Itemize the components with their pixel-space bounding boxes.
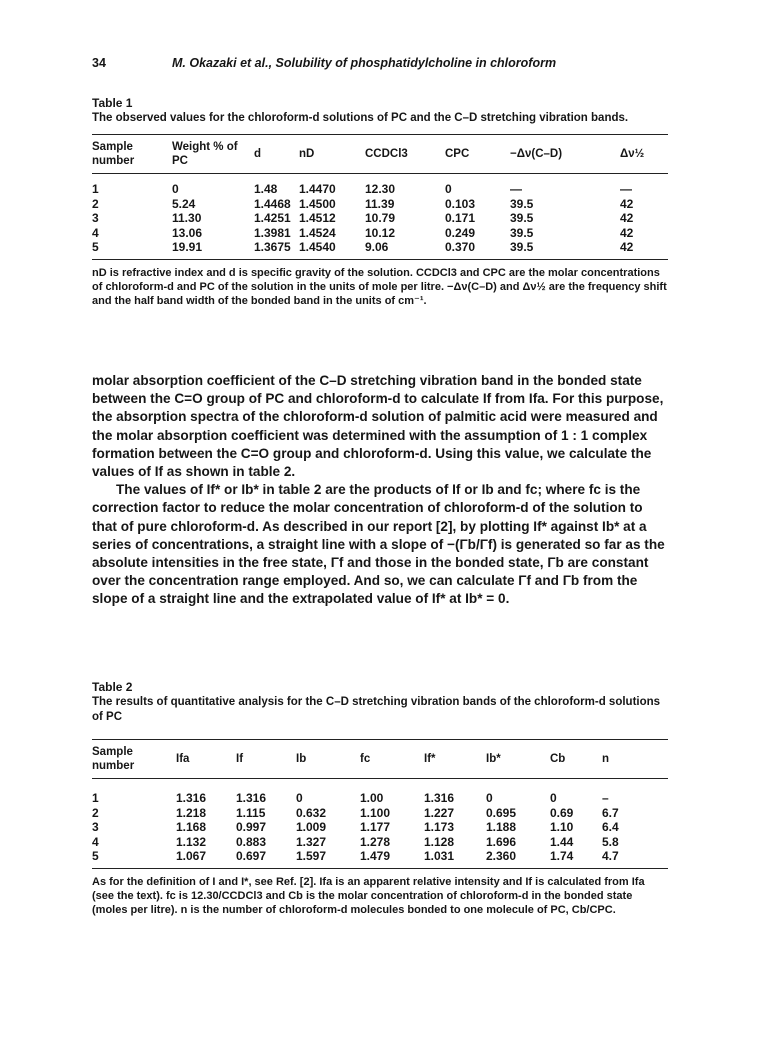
table-cell: 42 [620,211,634,225]
table-cell: — [510,182,522,196]
column-header: nD [299,148,315,160]
table-cell: 1.4540 [299,240,336,254]
table-cell: 3 [92,820,99,834]
table-cell: 4 [92,225,99,240]
table-cell: 5.8 [602,834,619,849]
table-cell: 1.132 [176,834,207,849]
table-1-label: Table 1 [92,96,133,110]
table-cell: 4.7 [602,849,619,863]
table-1-header [92,135,668,174]
table-1-body [92,174,668,255]
column-header: n [602,753,610,765]
table-cell: 0.370 [445,240,476,254]
table-cell: 12.30 [365,182,396,196]
table-2-caption: The results of quantitative analysis for the C–D stretching vibration bands of the chloroform-d solutions of PC [92,696,661,723]
table-row [92,779,668,806]
table-cell: 1.00 [360,791,384,805]
column-header: CCDCl3 [365,148,408,160]
table-cell: 5 [92,849,99,863]
column-header: Sample number [92,141,135,167]
column-header: Ib [296,753,307,765]
column-header: Ib* [486,753,501,765]
table-cell: 1.188 [486,820,517,834]
table-cell: 2 [92,196,99,211]
column-header: Cb [550,753,566,765]
column-header: fc [360,753,371,765]
table-cell: 1.115 [236,805,266,820]
table-cell: 10.79 [365,211,396,225]
table-cell: 0 [172,182,179,196]
table-cell: 9.06 [365,240,389,254]
table-row [92,820,668,835]
table-cell: 39.5 [510,196,534,211]
table-cell: 6.4 [602,820,619,834]
table-cell: 1.009 [296,820,327,834]
table-row [92,226,668,241]
table-cell: 1 [92,182,99,196]
table-cell: 39.5 [510,211,534,225]
table-cell: 0.695 [486,805,517,820]
table-cell: — [620,182,632,196]
table-cell: 0 [296,791,303,805]
table-cell: 19.91 [172,240,203,254]
table-cell: 0.103 [445,196,476,211]
table-cell: 1.067 [176,849,207,863]
table-cell: 42 [620,196,634,211]
table-2-block [92,680,668,917]
table-cell: 11.30 [172,211,202,225]
table-1-caption: The observed values for the chloroform-d solutions of PC and the C–D stretching vibration bands. [92,112,629,124]
table-cell: 1.4524 [299,225,336,240]
table-cell: 1.316 [176,791,207,805]
table-cell: 1.278 [360,834,391,849]
table-2-header [92,740,668,779]
column-header: CPC [445,148,470,160]
table-cell: 1.10 [550,820,574,834]
table-cell: 42 [620,240,634,254]
column-header: Weight % of PC [172,141,238,167]
table-1-footnote: nD is refractive index and d is specific gravity of the solution. CCDCl3 and CPC are the molar concentrations of chloroform-d and PC of the solution in the units of mole per litre. −Δν(C–D) and Δν½ are the frequency shift and the half band width of the bonded band in the units of cm⁻¹. [92,266,667,307]
table-cell: 0 [445,182,452,196]
table-cell: 1.316 [424,791,455,805]
table-cell: 4 [92,834,99,849]
table-cell: 1.74 [550,849,574,863]
table-cell: 1.3675 [254,240,291,254]
table-1-block [92,96,668,308]
table-cell: 1.227 [424,805,455,820]
table-cell: 39.5 [510,240,534,254]
table-cell: 1.479 [360,849,391,863]
table-cell: 1.031 [424,849,455,863]
table-2-label: Table 2 [92,680,133,694]
table-row [92,174,668,197]
table-cell: 42 [620,225,634,240]
table-cell: 1.3981 [254,225,291,240]
table-cell: 1.100 [360,805,391,820]
column-header: If* [424,753,436,765]
column-header: If [236,753,244,765]
table-cell: – [602,791,609,805]
table-cell: 5 [92,240,99,254]
table-cell: 1.4512 [299,211,336,225]
table-cell: 1.48 [254,182,278,196]
table-cell: 0.883 [236,834,267,849]
table-cell: 6.7 [602,805,619,820]
table-cell: 1.4251 [254,211,291,225]
table-2-body [92,779,668,864]
table-cell: 0.632 [296,805,327,820]
table-cell: 1.4470 [299,182,336,196]
table-cell: 0.69 [550,805,574,820]
table-row [92,849,668,864]
table-cell: 13.06 [172,225,203,240]
table-cell: 1.597 [296,849,327,863]
page-number: 34 [92,56,106,70]
column-header: −Δν(C–D) [510,148,563,160]
table-cell: 1.4500 [299,196,336,211]
table-cell: 0.997 [236,820,267,834]
table-cell: 0.171 [445,211,476,225]
table-cell: 2 [92,805,99,820]
table-cell: 0.249 [445,225,476,240]
body-text [92,372,668,609]
table-cell: 10.12 [365,225,396,240]
table-cell: 1.327 [296,834,327,849]
table-2-footnote: As for the definition of I and I*, see Ref. [2]. Ifa is an apparent relative intensity and If is calculated from Ifa (see the text). fc is 12.30/CCDCl3 and Cb is the molar concentration of chloroform-d in the bonded state (moles per litre). n is the number of chloroform-d molecules bonded to one molecule of PC, Cb/CPC. [92,875,645,916]
table-row [92,211,668,226]
table-1 [92,134,668,255]
column-header: Δν½ [620,148,645,160]
table-cell: 1.128 [424,834,455,849]
column-header: Sample number [92,746,135,772]
table-cell: 1.4468 [254,196,291,211]
table-cell: 2.360 [486,849,517,863]
table-cell: 1.316 [236,791,267,805]
table-row [92,197,668,212]
table-cell: 1.44 [550,834,574,849]
column-header: d [254,148,262,160]
table-cell: 0 [486,791,493,805]
table-row [92,806,668,821]
table-2 [92,739,668,864]
table-row [92,835,668,850]
table-cell: 1.177 [360,820,391,834]
column-header: Ifa [176,753,190,765]
table-cell: 1.696 [486,834,517,849]
paragraph-2: The values of If* or Ib* in table 2 are the products of If or Ib and fc; where fc is the correction factor to reduce the molar concentration of chloroform-d of the solution to that of pure chloroform-d. As described in our report [2], by plotting If* against Ib* at a series of concentrations, a straight line with a slope of −(Γb/Γf) is generated so far as the absolute intensities in the free state, Γf and those in the bonded state, Γb are constant over the concentration range employed. And so, we can calculate Γf and Γb from the slope of a straight line and the extrapolated value of If* at Ib* = 0. [92,482,665,607]
table-cell: 1.218 [176,805,207,820]
table-cell: 39.5 [510,225,534,240]
table-cell: 0.697 [236,849,267,863]
table-cell: 1.168 [176,820,207,834]
table-cell: 11.39 [365,196,395,211]
table-cell: 3 [92,211,99,225]
running-title: M. Okazaki et al., Solubility of phosphatidylcholine in chloroform [172,56,557,70]
table-cell: 5.24 [172,196,196,211]
table-cell: 0 [550,791,557,805]
paragraph-1: molar absorption coefficient of the C–D stretching vibration band in the bonded state between the C=O group of PC and chloroform-d to calculate If from Ifa. For this purpose, the absorption spectra of the chloroform-d solution of palmitic acid were measured and the molar absorption coefficient was determined with the assumption of 1 : 1 complex formation between the C=O group and chloroform-d. Using this value, we calculate the values of If as shown in table 2. [92,373,664,480]
table-cell: 1 [92,791,99,805]
table-cell: 1.173 [424,820,455,834]
table-row [92,240,668,255]
